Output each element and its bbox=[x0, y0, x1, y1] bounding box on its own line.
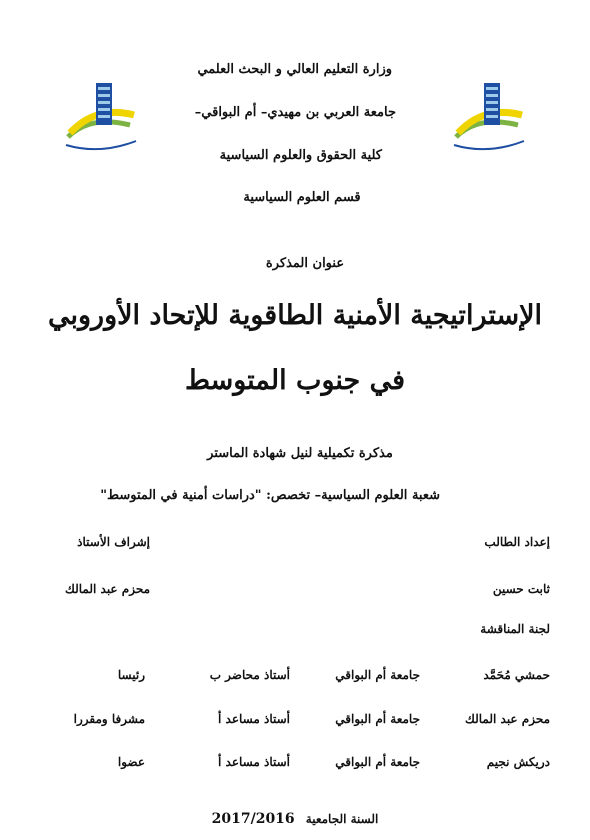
university-logo-left-icon bbox=[60, 75, 142, 157]
thesis-title-line2: في جنوب المتوسط bbox=[184, 365, 406, 396]
faculty-line: كلية الحقوق والعلوم السياسية bbox=[219, 148, 382, 163]
academic-year-label: السنة الجامعية bbox=[305, 812, 379, 826]
university-logo-right-icon bbox=[448, 75, 530, 157]
member-name: حمشي مُحَمَّد bbox=[483, 668, 550, 682]
member-rank: أستاذ محاضر ب bbox=[209, 668, 290, 682]
committee-label: لجنة المناقشة bbox=[480, 622, 550, 636]
thesis-title-line1: الإستراتيجية الأمنية الطاقوية للإتحاد الأوروبي bbox=[47, 300, 543, 331]
supervisor-name: محزم عبد المالك bbox=[64, 582, 150, 596]
supervisor-label: إشراف الأستاذ bbox=[77, 535, 150, 549]
ministry-line: وزارة التعليم العالي و البحث العلمي bbox=[197, 62, 392, 77]
department-line: قسم العلوم السياسية bbox=[243, 190, 361, 205]
member-name: محزم عبد المالك bbox=[464, 712, 550, 726]
academic-year bbox=[0, 808, 590, 827]
degree-line: مذكرة تكميلية لنيل شهادة الماستر bbox=[207, 446, 393, 461]
student-name: ثابت حسين bbox=[492, 582, 550, 596]
member-university: جامعة أم البواقي bbox=[335, 668, 420, 682]
specialty-line: شعبة العلوم السياسية– تخصص: "دراسات أمنية في المتوسط" bbox=[100, 488, 440, 503]
university-line: جامعة العربي بن مهيدي– أم البواقي– bbox=[194, 105, 396, 120]
thesis-title-label: عنوان المذكرة bbox=[265, 256, 345, 271]
member-role: عضوا bbox=[117, 755, 145, 769]
member-university: جامعة أم البواقي bbox=[335, 712, 420, 726]
member-university: جامعة أم البواقي bbox=[335, 755, 420, 769]
academic-year-value: 2017/2016 bbox=[211, 811, 295, 827]
member-role: مشرفا ومقررا bbox=[73, 712, 145, 726]
member-rank: أستاذ مساعد أ bbox=[218, 712, 290, 726]
member-name: دريكش نجيم bbox=[486, 755, 550, 769]
student-label: إعداد الطالب bbox=[484, 535, 550, 549]
member-rank: أستاذ مساعد أ bbox=[218, 755, 290, 769]
member-role: رئيسا bbox=[117, 668, 145, 682]
